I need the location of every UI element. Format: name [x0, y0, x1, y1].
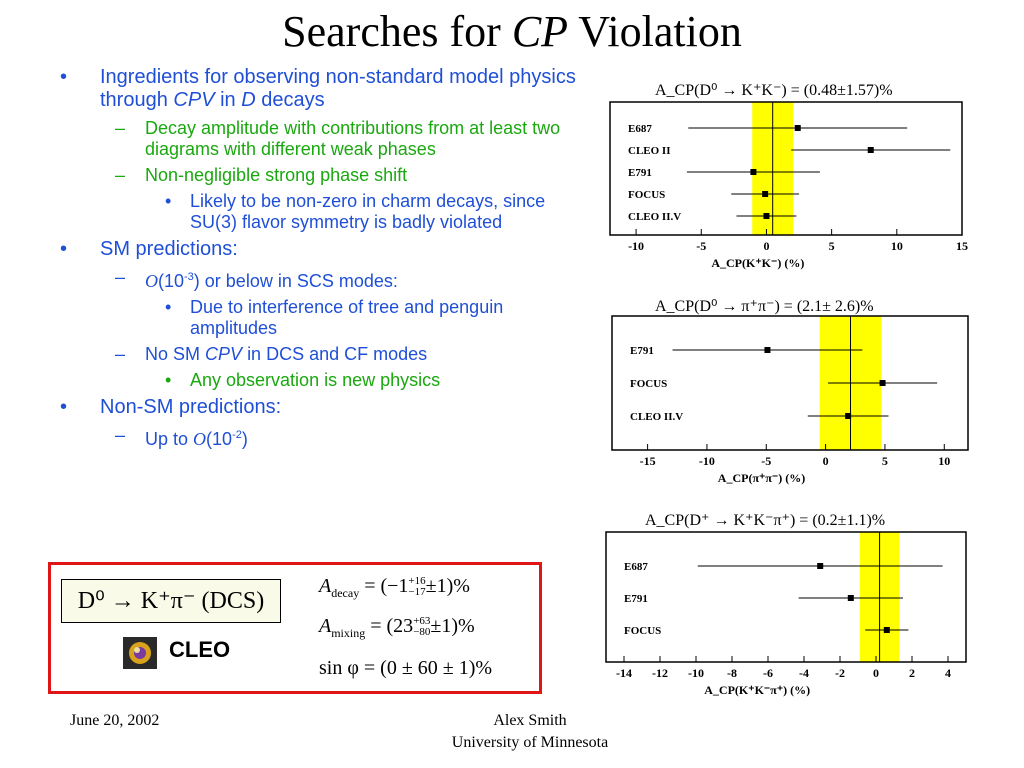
- x-axis-label: A_CP(π⁺π⁻) (%): [717, 471, 806, 485]
- data-point: [848, 595, 854, 601]
- sub-bullet-strong-phase: – Non-negligible strong phase shift: [115, 165, 408, 185]
- plot2-title: A_CP(D⁰ → π⁺π⁻) = (2.1± 2.6)%: [655, 298, 874, 315]
- title-text: Searches for: [282, 7, 501, 56]
- decay-mode-label: D⁰ → K⁺π⁻ (DCS): [61, 579, 281, 623]
- experiment-label: E791: [630, 345, 654, 357]
- x-tick-label: -10: [688, 666, 704, 680]
- experiment-label: E687: [628, 123, 652, 135]
- footer-date: June 20, 2002: [70, 712, 160, 729]
- experiment-label: CLEO II.V: [628, 211, 682, 223]
- equation-sinphi: sin φ = (0 ± 60 ± 1)%: [319, 657, 493, 679]
- x-tick-label: -12: [652, 666, 668, 680]
- x-tick-label: 0: [873, 666, 879, 680]
- data-point: [880, 380, 886, 386]
- title-rest: Violation: [578, 7, 742, 56]
- plot-pipi: [590, 314, 980, 490]
- experiment-label: FOCUS: [630, 378, 668, 390]
- data-point: [884, 627, 890, 633]
- x-tick-label: 0: [822, 454, 829, 468]
- sub-bullet-up-to: – Up to $O(10^{-2})$: [115, 425, 248, 449]
- x-tick-label: 2: [909, 666, 915, 680]
- cleo-logo: [121, 633, 281, 673]
- plot-kkpi: [590, 530, 980, 700]
- x-tick-label: -14: [616, 666, 632, 680]
- cleo-result-box: [48, 562, 542, 694]
- experiment-label: FOCUS: [628, 189, 666, 201]
- data-point: [817, 563, 823, 569]
- sub-bullet-amplitude: – Decay amplitude with contributions from at least two diagrams with different weak phases: [115, 118, 561, 159]
- plot3-title: A_CP(D⁺ → K⁺K⁻π⁺) = (0.2±1.1)%: [645, 512, 886, 529]
- experiment-label: E687: [624, 561, 648, 573]
- x-tick-label: -2: [835, 666, 845, 680]
- data-point: [795, 125, 801, 131]
- x-tick-label: 4: [945, 666, 951, 680]
- x-axis-label: A_CP(K⁺K⁻) (%): [711, 256, 805, 270]
- bullet-non-sm: • Non-SM predictions:: [60, 396, 282, 418]
- experiment-label: FOCUS: [624, 625, 662, 637]
- experiment-label: CLEO II.V: [630, 411, 684, 423]
- x-tick-label: 5: [881, 454, 888, 468]
- experiment-label: E791: [628, 167, 652, 179]
- footer-author: Alex Smith: [493, 712, 567, 729]
- equation-decay: $A_{decay} = (-1+16$ −17±1)%: [319, 575, 470, 600]
- plot-kk: [590, 100, 980, 272]
- x-tick-label: -5: [761, 454, 772, 468]
- sub-bullet-scs: – $O(10^{-3})$ or below in SCS modes:: [115, 267, 398, 291]
- bullet-list: [60, 66, 580, 455]
- plot-frame: [606, 532, 966, 662]
- bullet-sm-predictions: • SM predictions:: [60, 238, 238, 260]
- data-point: [762, 191, 768, 197]
- x-tick-label: 5: [828, 239, 835, 253]
- x-tick-label: -10: [698, 454, 715, 468]
- x-tick-label: 10: [890, 239, 903, 253]
- sub-sub-bullet-new-physics: • Any observation is new physics: [165, 370, 441, 390]
- x-tick-label: 10: [938, 454, 951, 468]
- sub-sub-bullet-interference: • Due to interference of tree and penguin amplitudes: [165, 297, 504, 338]
- x-tick-label: -4: [799, 666, 809, 680]
- x-tick-label: -5: [696, 239, 707, 253]
- equation-mixing: $A_{mixing} = (23+63$ −80±1)%: [319, 615, 475, 640]
- data-point: [764, 347, 770, 353]
- data-point: [763, 213, 769, 219]
- data-point: [750, 169, 756, 175]
- sub-sub-bullet-su3: • Likely to be non-zero in charm decays, since SU(3) flavor symmetry is badly violated: [165, 191, 546, 232]
- x-tick-label: 15: [956, 239, 968, 253]
- sub-bullet-no-sm-cpv: – No SM CPV in DCS and CF modes: [115, 344, 428, 364]
- plot1-title: A_CP(D⁰ → K⁺K⁻) = (0.48±1.57)%: [655, 82, 893, 99]
- x-tick-label: -8: [727, 666, 737, 680]
- slide-title: [0, 4, 1024, 60]
- cleo-detector-icon: [121, 633, 161, 673]
- x-tick-label: -6: [763, 666, 773, 680]
- cleo-logo-text: CLEO: [169, 637, 231, 662]
- experiment-label: E791: [624, 593, 648, 605]
- bullet-ingredients: • Ingredients for observing non-standard model physics through CPV in D decays: [60, 66, 576, 111]
- data-point: [868, 147, 874, 153]
- title-italic: CP: [511, 7, 569, 56]
- x-tick-label: -15: [639, 454, 656, 468]
- x-tick-label: -10: [628, 239, 645, 253]
- footer-affiliation: University of Minnesota: [451, 734, 609, 751]
- experiment-label: CLEO II: [628, 145, 671, 157]
- x-axis-label: A_CP(K⁺K⁻π⁺) (%): [704, 683, 811, 697]
- x-tick-label: 0: [763, 239, 770, 253]
- data-point: [845, 413, 851, 419]
